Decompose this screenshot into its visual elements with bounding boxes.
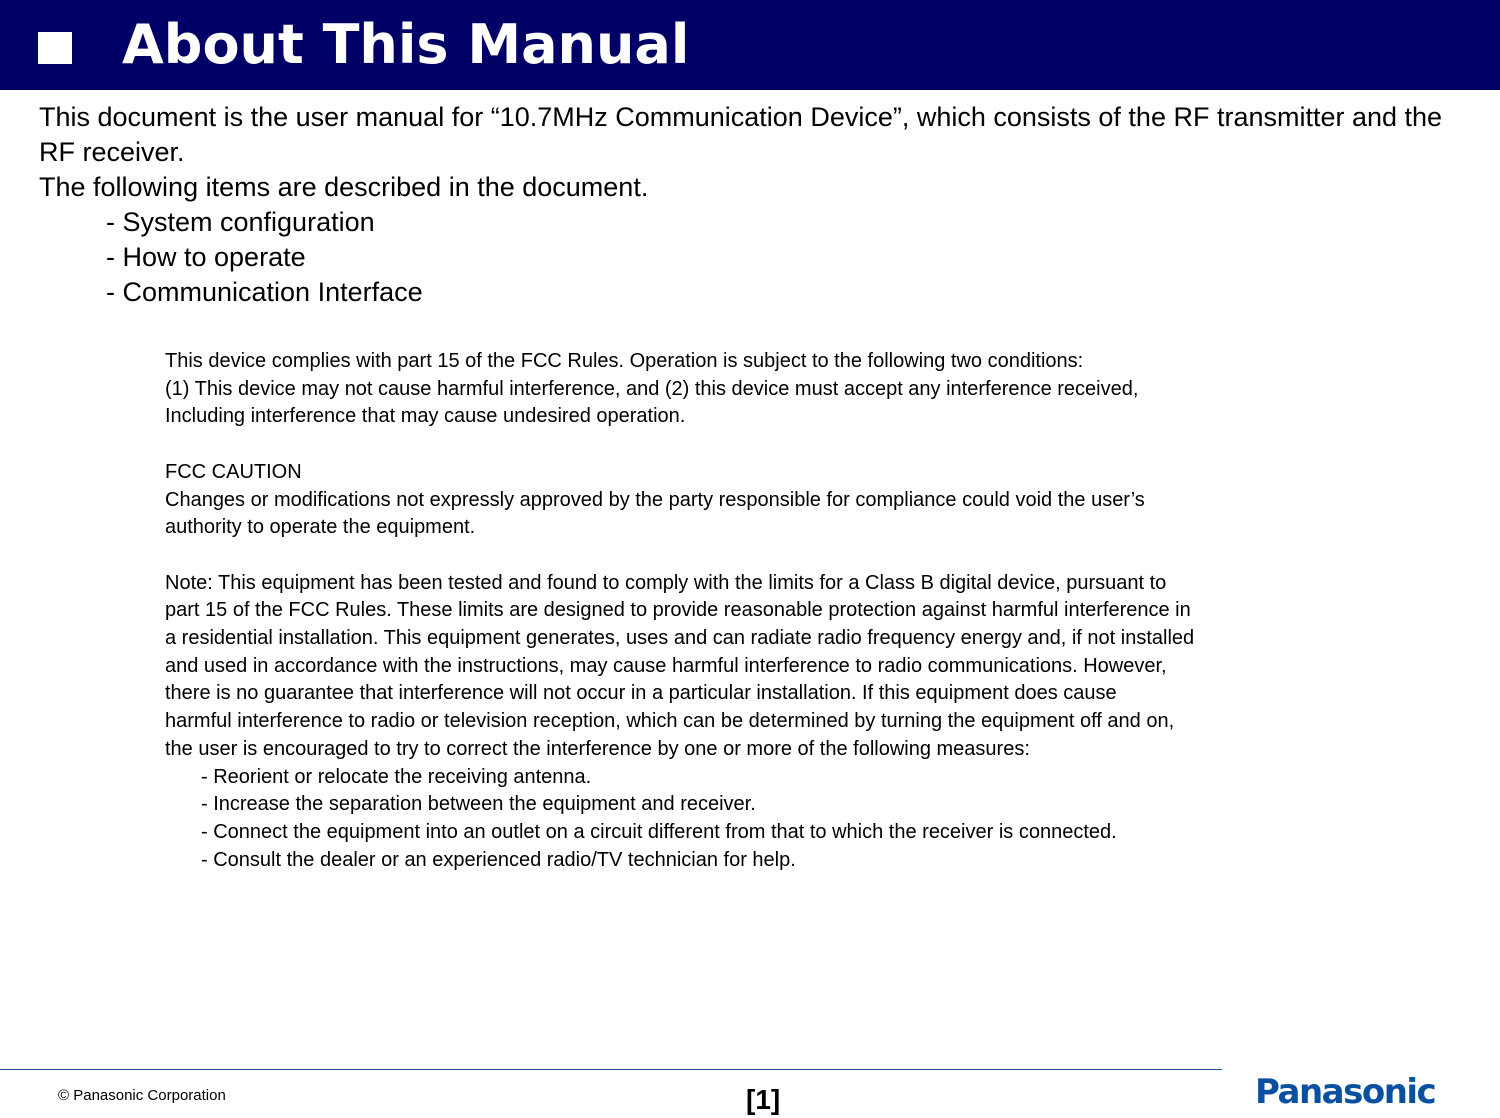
footer-divider — [0, 1069, 1222, 1070]
intro-list-item: - Communication Interface — [106, 277, 423, 307]
panasonic-logo: Panasonic — [1255, 1072, 1436, 1112]
fcc-compliance-line: (1) This device may not cause harmful interference, and (2) this device must accept any interference received, — [165, 377, 1139, 400]
fcc-note-line: the user is encouraged to try to correct the interference by one or more of the following measures: — [165, 737, 1030, 760]
fcc-measure-item: - Connect the equipment into an outlet on a circuit different from that to which the receiver is connected. — [201, 820, 1117, 843]
fcc-measure-item: - Reorient or relocate the receiving antenna. — [201, 765, 592, 788]
fcc-note-line: Note: This equipment has been tested and found to comply with the limits for a Class B digital device, pursuant to — [165, 571, 1167, 594]
fcc-caution-line: Changes or modifications not expressly approved by the party responsible for compliance could void the user’s — [165, 488, 1145, 511]
fcc-measure-item: - Consult the dealer or an experienced radio/TV technician for help. — [201, 848, 796, 871]
intro-list-item: - System configuration — [106, 207, 375, 237]
intro-paragraph: This document is the user manual for “10.7MHz Communication Device”, which consists of the RF transmitter and the RF receiver. — [39, 102, 1443, 167]
title-bar — [0, 0, 1500, 90]
copyright-notice: © Panasonic Corporation — [58, 1087, 226, 1104]
intro-section — [39, 100, 1479, 310]
fcc-note-line: part 15 of the FCC Rules. These limits are designed to provide reasonable protection against harmful interference in — [165, 599, 1191, 622]
fcc-note-line: a residential installation. This equipment generates, uses and can radiate radio frequency energy and, if not installed — [165, 627, 1195, 649]
fcc-compliance-line: This device complies with part 15 of the FCC Rules. Operation is subject to the following two conditions: — [165, 350, 1084, 372]
intro-list-item: - How to operate — [106, 242, 306, 272]
fcc-note-line: and used in accordance with the instructions, may cause harmful interference to radio communications. However, — [165, 654, 1167, 677]
page-number: [1] — [746, 1084, 781, 1115]
fcc-statement — [165, 348, 1385, 874]
fcc-measure-item: - Increase the separation between the equipment and receiver. — [201, 793, 756, 816]
fcc-caution-line: authority to operate the equipment. — [165, 516, 476, 539]
intro-items-heading: The following items are described in the document. — [39, 172, 649, 202]
square-bullet-icon — [38, 32, 72, 64]
fcc-note-line: there is no guarantee that interference will not occur in a particular installation. If this equipment does cause — [165, 682, 1117, 705]
fcc-caution-heading: FCC CAUTION — [165, 460, 302, 483]
fcc-note-line: harmful interference to radio or television reception, which can be determined by turning the equipment off and on, — [165, 710, 1175, 733]
fcc-compliance-line: Including interference that may cause undesired operation. — [165, 405, 686, 428]
page-title: About This Manual — [122, 13, 690, 76]
